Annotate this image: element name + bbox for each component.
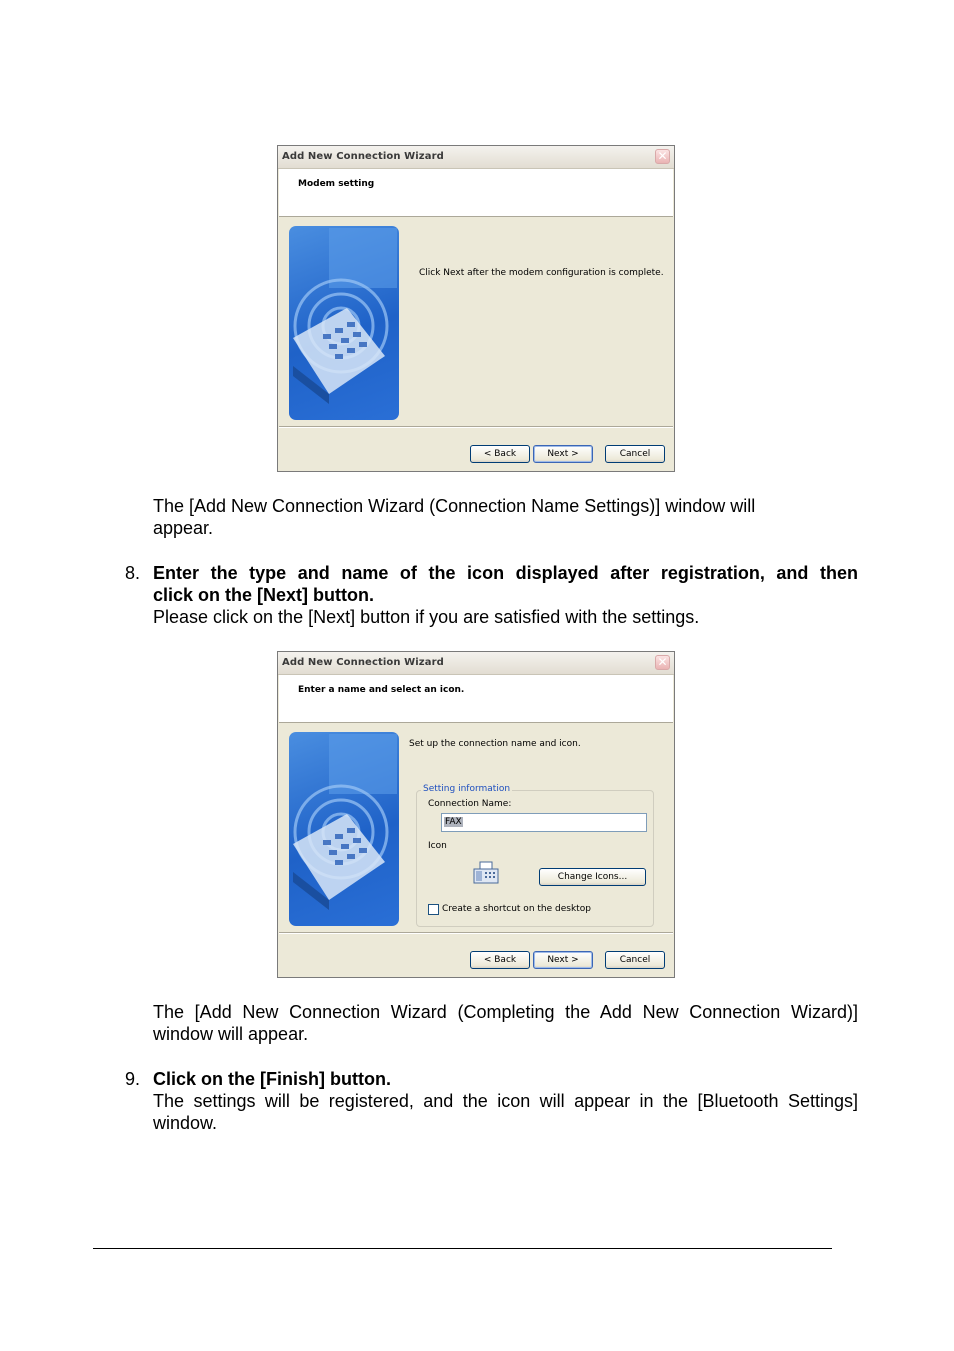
group-label: Setting information	[423, 784, 511, 794]
icon-label: Icon	[428, 841, 447, 851]
shortcut-checkbox[interactable]	[428, 904, 439, 915]
wizard-header	[279, 675, 673, 723]
step-number-9: 9.	[125, 1069, 141, 1089]
connection-name-value: FAX	[445, 817, 462, 827]
result-text-1: The [Add New Connection Wizard (Connection Name Settings)] window will appear.	[153, 496, 756, 538]
result-text-2-line1-text: The [Add New Connection Wizard (Completing the Add New Connection Wizard)]	[153, 1002, 858, 1022]
result-text-2-line1	[153, 1001, 858, 1023]
step-8-heading-line1	[153, 562, 858, 584]
cancel-button[interactable]: Cancel	[605, 951, 665, 969]
shortcut-label: Create a shortcut on the desktop	[442, 904, 591, 914]
step-8-heading-text: Enter the type and name of the icon displayed after registration, and then	[153, 563, 858, 583]
instruction-text: Click Next after the modem configuration is complete.	[419, 268, 664, 278]
change-icons-button[interactable]: Change Icons...	[539, 868, 646, 886]
wizard-body	[279, 723, 673, 933]
modem-illustration-icon	[289, 226, 399, 420]
step-9-detail-line1	[153, 1090, 858, 1112]
fax-icon	[472, 861, 500, 885]
modem-illustration-icon	[289, 732, 399, 926]
back-button[interactable]: < Back	[470, 951, 530, 969]
step-9-detail-line1-text: The settings will be registered, and the icon will appear in the [Bluetooth Settings]	[153, 1091, 858, 1111]
next-button[interactable]: Next >	[533, 445, 593, 463]
connection-name-label: Connection Name:	[428, 799, 512, 809]
step-8-detail: Please click on the [Next] button if you are satisfied with the settings.	[153, 607, 700, 627]
step-8-heading-line2: click on the [Next] button.	[153, 585, 375, 605]
wizard-window-name	[277, 651, 675, 978]
window-title: Add New Connection Wizard	[282, 151, 444, 162]
result-text-2-line2: window will appear.	[153, 1024, 309, 1044]
step-number-8: 8.	[125, 563, 141, 583]
title-bar	[278, 652, 674, 675]
back-button[interactable]: < Back	[470, 445, 530, 463]
button-divider	[279, 426, 673, 428]
close-icon[interactable]: ✕	[655, 149, 670, 164]
wizard-header-title: Modem setting	[298, 179, 375, 189]
wizard-body	[279, 217, 673, 427]
footer-rule	[93, 1248, 832, 1249]
intro-text: Set up the connection name and icon.	[409, 739, 581, 749]
window-title: Add New Connection Wizard	[282, 657, 444, 668]
wizard-header	[279, 169, 673, 217]
wizard-window-modem	[277, 145, 675, 472]
cancel-button[interactable]: Cancel	[605, 445, 665, 463]
step-9-detail-line2: window.	[153, 1113, 218, 1133]
title-bar	[278, 146, 674, 169]
next-button[interactable]: Next >	[533, 951, 593, 969]
button-divider	[279, 932, 673, 934]
step-9-heading: Click on the [Finish] button.	[153, 1069, 391, 1089]
setting-information-group	[416, 784, 654, 927]
connection-name-input[interactable]	[441, 813, 647, 832]
wizard-header-title: Enter a name and select an icon.	[298, 685, 465, 695]
close-icon[interactable]: ✕	[655, 655, 670, 670]
